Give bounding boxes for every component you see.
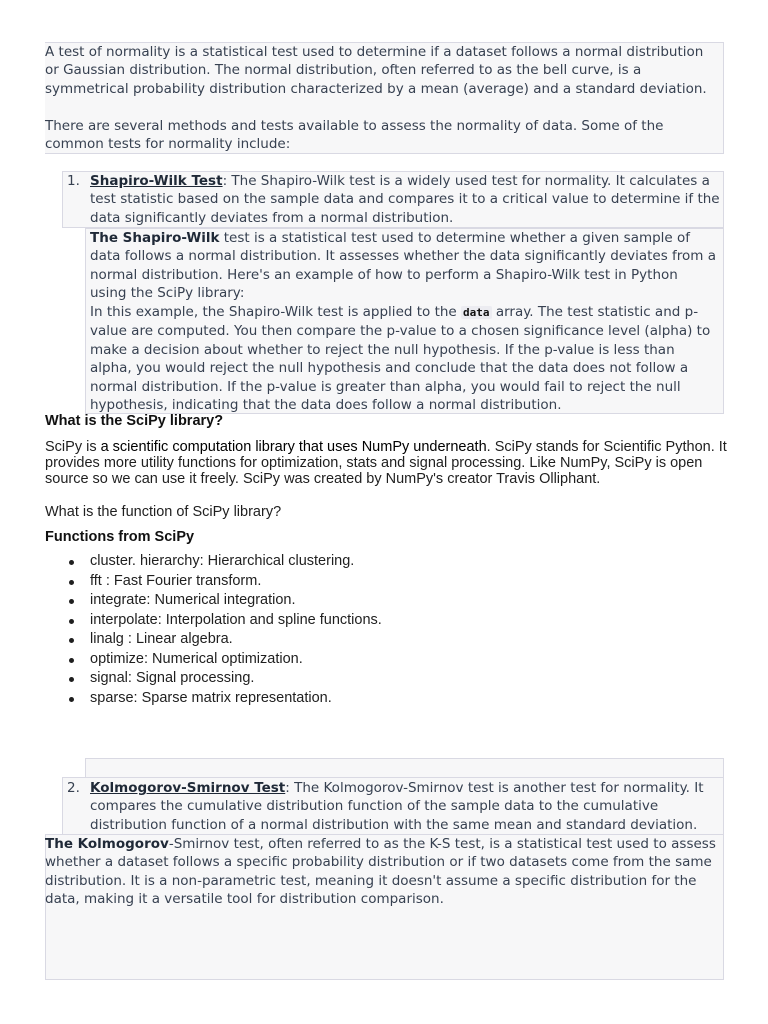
item1-number: 1. <box>67 173 80 189</box>
item1-detail-paragraph <box>90 229 718 303</box>
item2-detail-paragraph <box>45 835 721 909</box>
item1-detail-text: test is a statistical test used to determine whether a given sample of data follows a normal distribution. It assesses whether the data significantly deviates from a normal distribution. Here's an example of how to perform a Shapiro-Wilk test in Python using the SciPy library: <box>90 230 716 302</box>
data-code-inline: data <box>463 306 490 319</box>
item2-detail-bold: The Kolmogorov <box>45 836 169 852</box>
functions-list <box>90 552 590 708</box>
list-item: sparse: Sparse matrix representation. <box>90 689 590 709</box>
list-item: signal: Signal processing. <box>90 669 590 689</box>
scipy-paragraph-end: . SciPy stands for Scientific Python. It provides more utility functions for optimization, stats and signal processing. Like NumPy, SciPy is open source so we can use it freely. SciPy was created by NumPy's creator Travis Olliphant. <box>45 439 727 487</box>
list-item: integrate: Numerical integration. <box>90 591 590 611</box>
empty-box <box>85 758 724 779</box>
scipy-highlight: a scientific computation library that uses NumPy underneath <box>100 439 487 455</box>
list-item: cluster. hierarchy: Hierarchical clustering. <box>90 552 590 572</box>
item1-example-post: array. The test statistic and p-value are computed. You then compare the p-value to a chosen significance level (alpha) to make a decision about whether to reject the null hypothesis. If the p-value is less than alpha, you would reject the null hypothesis and conclude that the data does not follow a normal distribution. If the p-value is greater than alpha, you would fail to reject the null hypothesis, indicating that the data does follow a normal distribution. <box>90 304 711 414</box>
item2-detail-text: -Smirnov test, often referred to as the K-S test, is a statistical test used to assess whether a dataset follows a specific probability distribution or if two datasets come from the same distribution. It is a non-parametric test, meaning it doesn't assume a specific distribution for the data, making it a versatile tool for distribution comparison. <box>45 836 716 908</box>
scipy-paragraph-start: SciPy is <box>45 439 101 455</box>
intro-paragraph-2: There are several methods and tests available to assess the normality of data. Some of the common tests for normality include: <box>45 118 664 153</box>
functions-heading: Functions from SciPy <box>45 529 195 545</box>
scipy-question: What is the function of SciPy library? <box>45 504 282 520</box>
list-item: fft : Fast Fourier transform. <box>90 572 590 592</box>
item1-example-pre: In this example, the Shapiro-Wilk test is applied to the <box>90 304 462 320</box>
intro-section <box>45 42 724 154</box>
scipy-paragraph <box>45 439 730 487</box>
item1-title: Shapiro-Wilk Test <box>90 173 223 189</box>
list-item: linalg : Linear algebra. <box>90 630 590 650</box>
item2-paragraph <box>90 779 705 834</box>
item1-example-paragraph <box>90 303 718 414</box>
item1-paragraph <box>90 172 722 227</box>
item2-title: Kolmogorov-Smirnov Test <box>90 780 286 796</box>
item2-number: 2. <box>67 780 80 796</box>
list-item: optimize: Numerical optimization. <box>90 650 590 670</box>
item1-detail-bold: The Shapiro-Wilk <box>90 230 220 246</box>
item1-text: : The Shapiro-Wilk test is a widely used test for normality. It calculates a test statistic based on the sample data and compares it to a critical value to determine if the data significantly deviates from a normal distribution. <box>90 173 720 226</box>
intro-paragraph-1: A test of normality is a statistical test used to determine if a dataset follows a normal distribution or Gaussian distribution. The normal distribution, often referred to as the bell curve, is a symmetrical probability distribution characterized by a mean (average) and a standard deviation. <box>45 44 707 97</box>
list-item: interpolate: Interpolation and spline functions. <box>90 611 590 631</box>
item2-text: : The Kolmogorov-Smirnov test is another test for normality. It compares the cumulative distribution function of the sample data to the cumulative distribution function of a normal distribution with the same mean and standard deviation. <box>90 780 704 833</box>
scipy-heading: What is the SciPy library? <box>45 413 224 429</box>
